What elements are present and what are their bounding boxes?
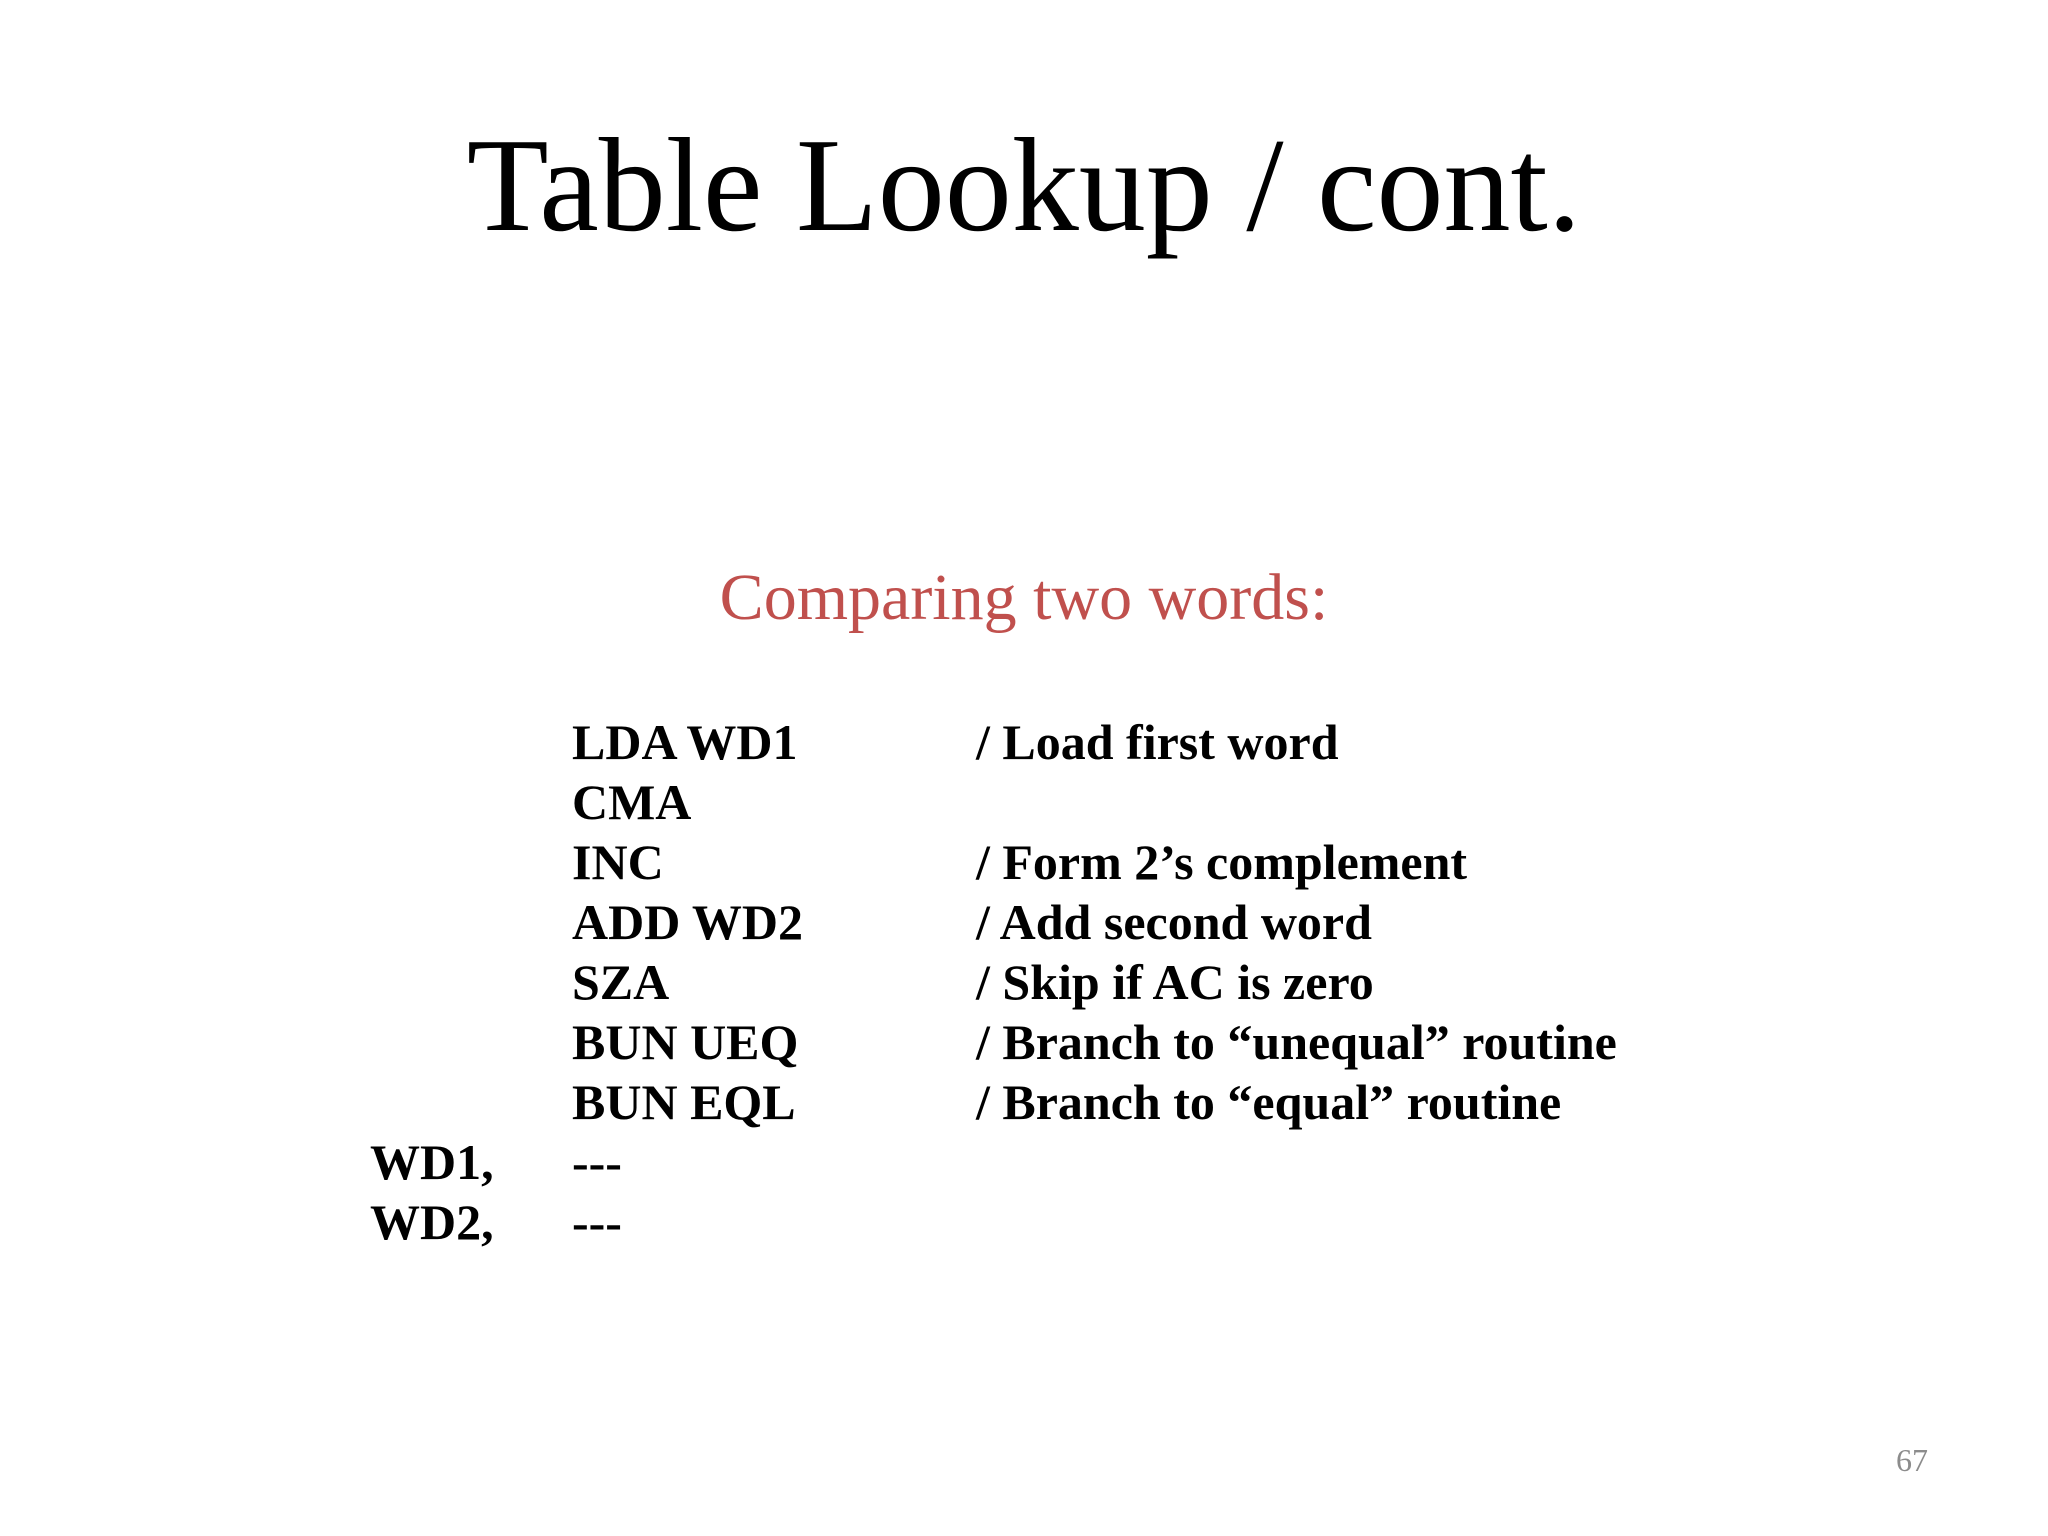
code-comment: / Add second word: [976, 894, 1372, 950]
code-comment: / Load first word: [976, 714, 1339, 770]
code-row: [0, 952, 2048, 1012]
page-number: 67: [1896, 1442, 1928, 1478]
code-instruction: ---: [572, 1134, 622, 1190]
code-instruction: CMA: [572, 774, 692, 830]
code-instruction: LDA WD1: [572, 714, 798, 770]
code-instruction: ---: [572, 1194, 622, 1250]
code-row: [0, 1192, 2048, 1252]
code-comment: / Skip if AC is zero: [976, 954, 1374, 1010]
code-comment: / Form 2’s complement: [976, 834, 1468, 890]
code-instruction: INC: [572, 834, 664, 890]
code-row: [0, 1012, 2048, 1072]
code-instruction: ADD WD2: [572, 894, 804, 950]
code-label: WD2,: [370, 1194, 494, 1250]
code-row: [0, 1132, 2048, 1192]
code-instruction: BUN UEQ: [572, 1014, 799, 1070]
code-row: [0, 832, 2048, 892]
code-row: [0, 712, 2048, 772]
code-label: WD1,: [370, 1134, 494, 1190]
code-comment: / Branch to “equal” routine: [976, 1074, 1562, 1130]
slide-subtitle: Comparing two words:: [719, 561, 1329, 634]
code-row: [0, 892, 2048, 952]
code-row: [0, 1072, 2048, 1132]
slide-title: Table Lookup / cont.: [466, 111, 1582, 259]
code-instruction: BUN EQL: [572, 1074, 796, 1130]
code-row: [0, 772, 2048, 832]
code-instruction: SZA: [572, 954, 670, 1010]
code-comment: / Branch to “unequal” routine: [976, 1014, 1617, 1070]
